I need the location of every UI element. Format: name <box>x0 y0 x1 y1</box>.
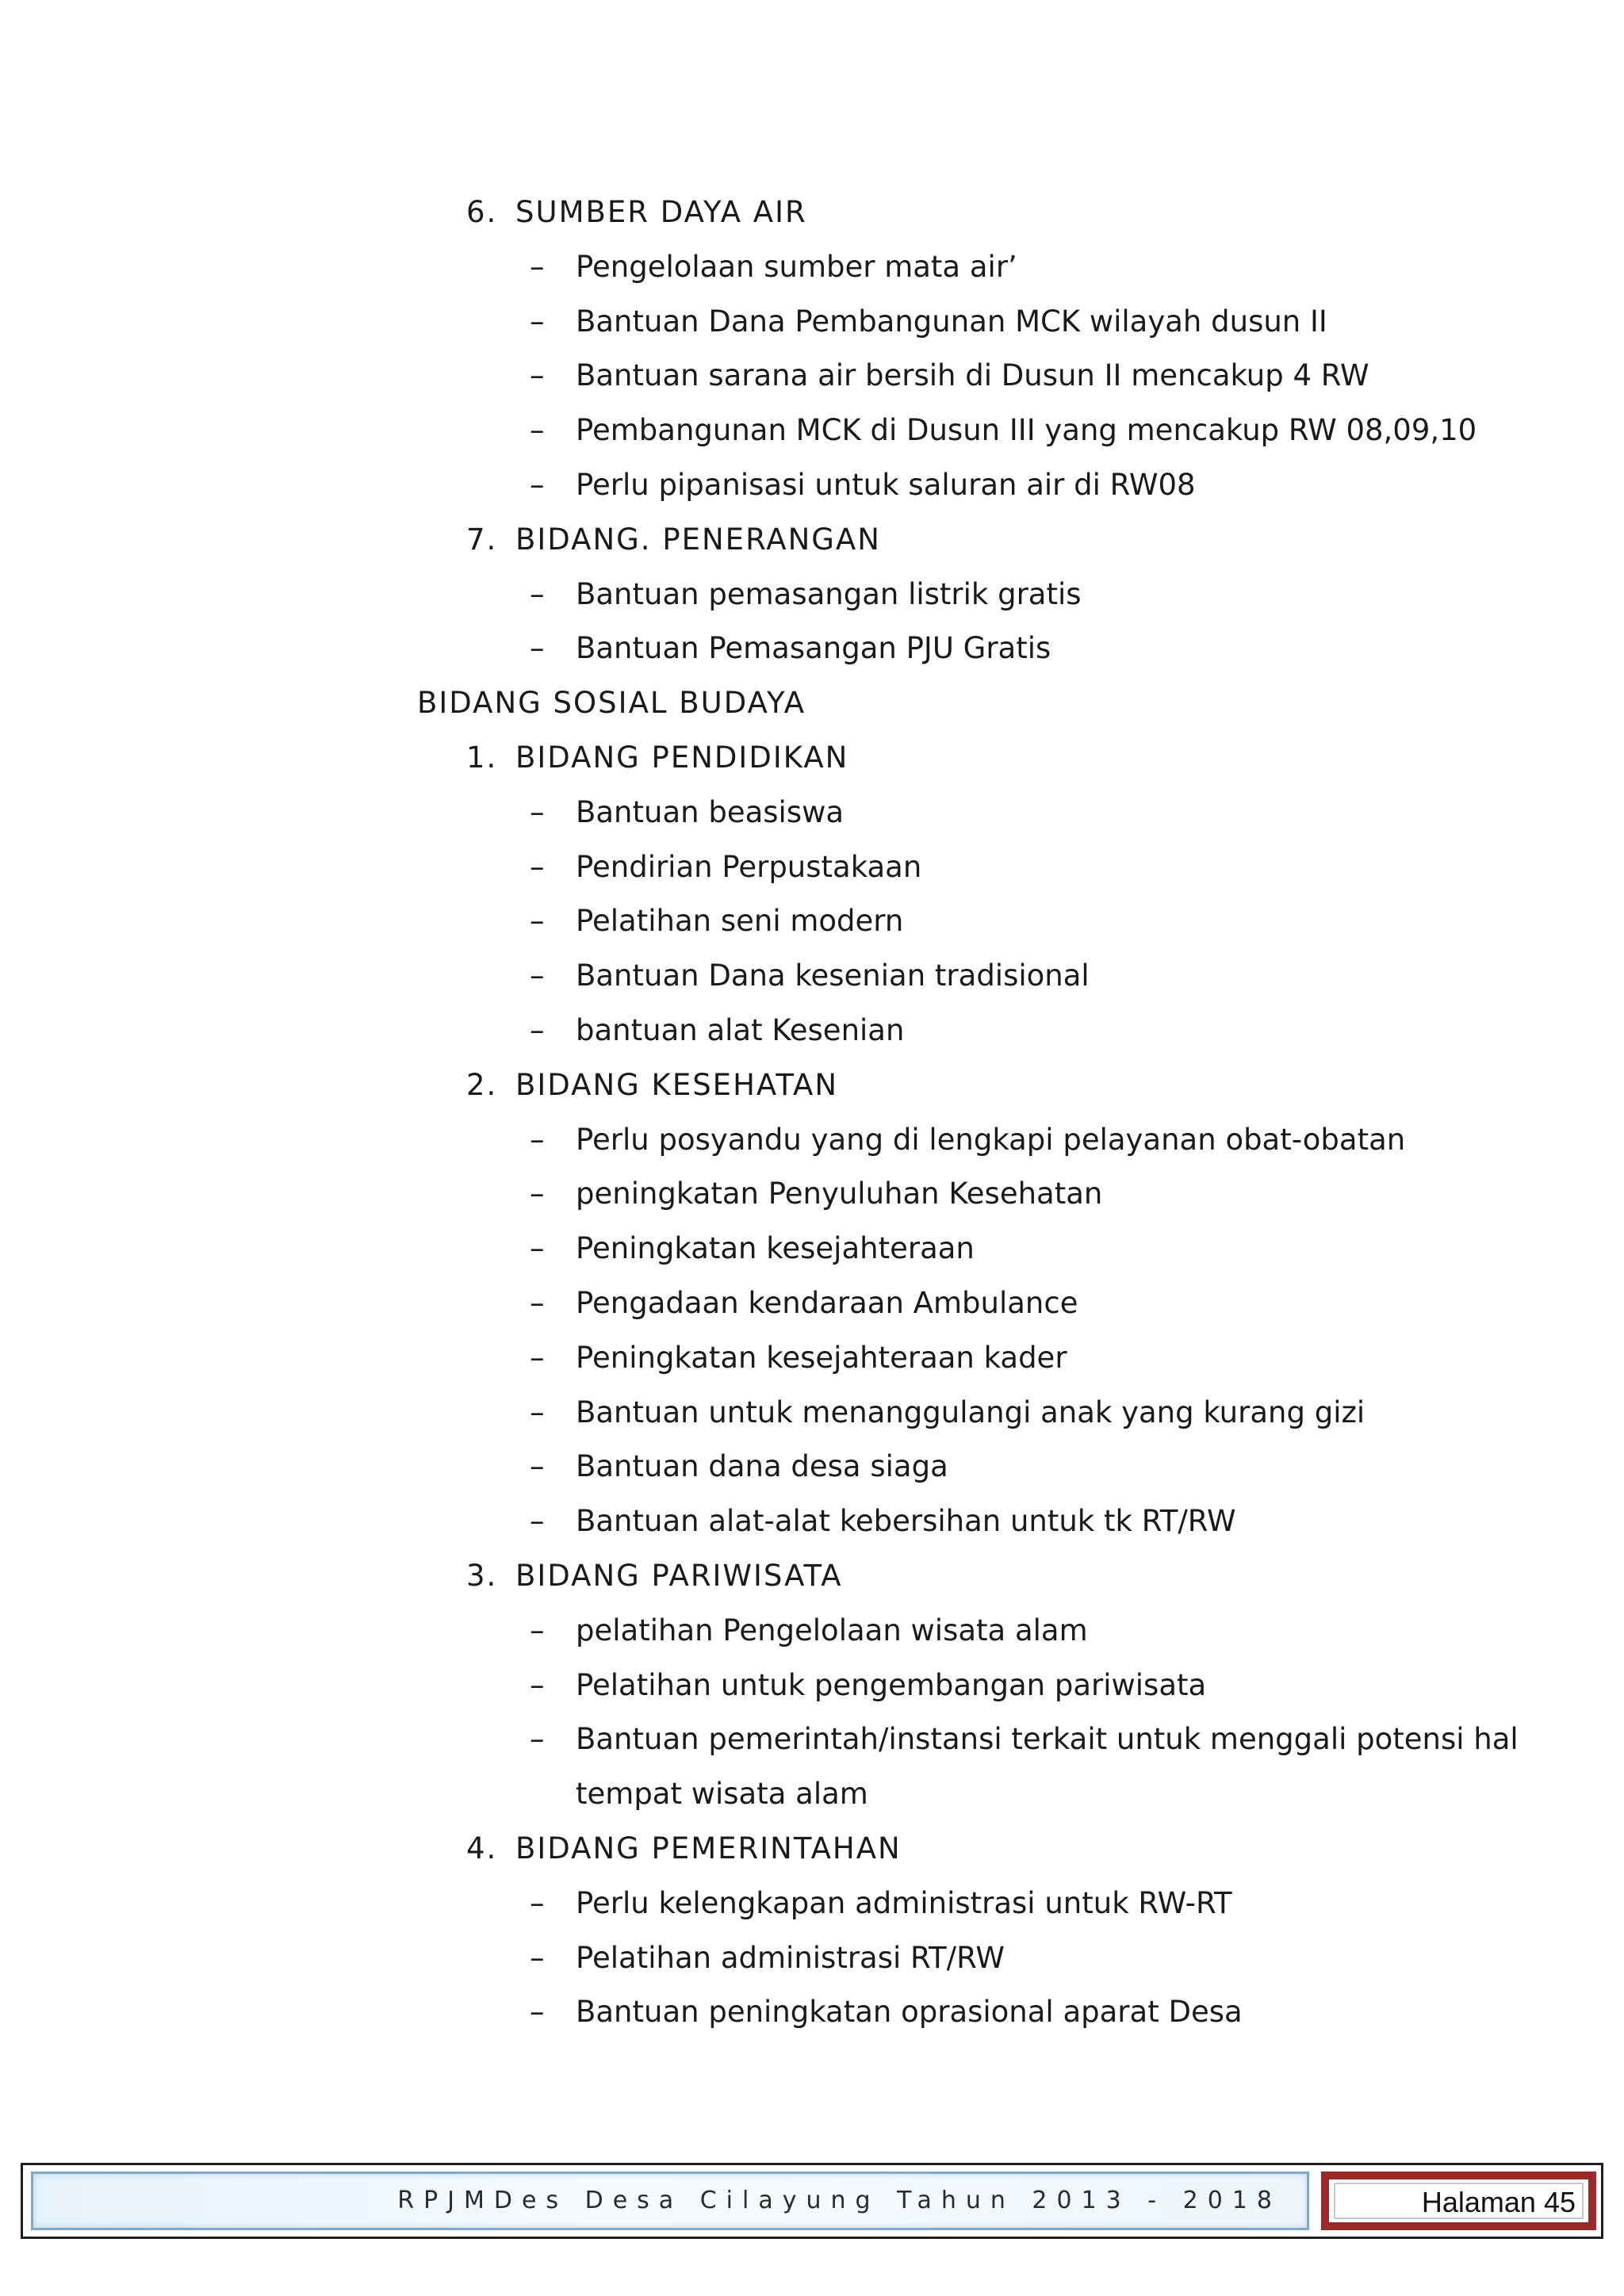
dash-bullet-icon: – <box>530 1941 545 1975</box>
dash-bullet-icon: – <box>530 468 545 502</box>
list-item-text: Pelatihan untuk pengembangan pariwisata <box>576 1668 1207 1702</box>
dash-bullet-icon: – <box>530 795 545 829</box>
list-item-text: tempat wisata alam <box>576 1777 868 1811</box>
list-item-text: Bantuan alat-alat kebersihan untuk tk RT/RW <box>576 1504 1236 1538</box>
group-heading: BIDANG SOSIAL BUDAYA <box>417 686 806 720</box>
dash-bullet-icon: – <box>530 413 545 447</box>
dash-bullet-icon: – <box>530 1231 545 1265</box>
dash-bullet-icon: – <box>530 304 545 339</box>
list-item-text: Bantuan Pemasangan PJU Gratis <box>576 631 1051 665</box>
dash-bullet-icon: – <box>530 959 545 993</box>
list-item-text: Pembangunan MCK di Dusun III yang mencakup RW 08,09,10 <box>576 413 1477 447</box>
footer-title-bar <box>31 2172 1309 2230</box>
section-number: 4. <box>466 1831 498 1866</box>
dash-bullet-icon: – <box>530 1395 545 1429</box>
page-number: Halaman 45 <box>1421 2186 1576 2218</box>
dash-bullet-icon: – <box>530 631 545 665</box>
list-item-text: peningkatan Penyuluhan Kesehatan <box>576 1177 1103 1211</box>
list-item-text: Pelatihan seni modern <box>576 904 904 938</box>
section-title: BIDANG PEMERINTAHAN <box>515 1831 902 1866</box>
dash-bullet-icon: – <box>530 250 545 284</box>
list-item-text: Bantuan Dana Pembangunan MCK wilayah dusun II <box>576 304 1327 339</box>
list-item-text: pelatihan Pengelolaan wisata alam <box>576 1613 1088 1647</box>
dash-bullet-icon: – <box>530 1504 545 1538</box>
list-item-text: Pengadaan kendaraan Ambulance <box>576 1286 1078 1320</box>
list-item-text: Peningkatan kesejahteraan <box>576 1231 975 1265</box>
list-item-text: Perlu pipanisasi untuk saluran air di RW08 <box>576 468 1196 502</box>
section-number: 3. <box>466 1559 498 1593</box>
section-title: BIDANG. PENERANGAN <box>515 522 881 557</box>
list-item-text: Pengelolaan sumber mata air’ <box>576 250 1017 284</box>
footer-title: RPJMDes Desa Cilayung Tahun 2013 - 2018 <box>397 2187 1281 2214</box>
list-item-text: Pelatihan administrasi RT/RW <box>576 1941 1005 1975</box>
list-item-text: Bantuan pemerintah/instansi terkait untuk menggali potensi hal <box>576 1722 1519 1756</box>
list-item-text: Bantuan pemasangan listrik gratis <box>576 577 1082 611</box>
section-title: BIDANG KESEHATAN <box>515 1068 839 1102</box>
dash-bullet-icon: – <box>530 1886 545 1920</box>
section-title: BIDANG PARIWISATA <box>515 1559 843 1593</box>
dash-bullet-icon: – <box>530 358 545 392</box>
dash-bullet-icon: – <box>530 1449 545 1483</box>
page-number-inner-frame <box>1334 2183 1584 2219</box>
section-number: 1. <box>466 740 498 775</box>
section-title: BIDANG PENDIDIKAN <box>515 740 849 775</box>
list-item-text: Bantuan peningkatan oprasional aparat Desa <box>576 1995 1243 2029</box>
list-item-text: Perlu posyandu yang di lengkapi pelayanan obat-obatan <box>576 1123 1406 1157</box>
list-item-text: Bantuan sarana air bersih di Dusun II mencakup 4 RW <box>576 358 1369 392</box>
list-item-text: Bantuan dana desa siaga <box>576 1449 948 1483</box>
list-item-text: Perlu kelengkapan administrasi untuk RW-RT <box>576 1886 1232 1920</box>
dash-bullet-icon: – <box>530 850 545 884</box>
dash-bullet-icon: – <box>530 1722 545 1756</box>
list-item-text: bantuan alat Kesenian <box>576 1013 905 1047</box>
dash-bullet-icon: – <box>530 1995 545 2029</box>
dash-bullet-icon: – <box>530 1668 545 1702</box>
dash-bullet-icon: – <box>530 1341 545 1375</box>
list-item-text: Pendirian Perpustakaan <box>576 850 922 884</box>
page-footer <box>21 2163 1603 2239</box>
dash-bullet-icon: – <box>530 1613 545 1647</box>
section-number: 6. <box>466 195 498 229</box>
section-number: 7. <box>466 522 498 557</box>
list-item-text: Bantuan Dana kesenian tradisional <box>576 959 1090 993</box>
dash-bullet-icon: – <box>530 1013 545 1047</box>
dash-bullet-icon: – <box>530 904 545 938</box>
dash-bullet-icon: – <box>530 1123 545 1157</box>
dash-bullet-icon: – <box>530 1286 545 1320</box>
list-item-text: Bantuan beasiswa <box>576 795 845 829</box>
dash-bullet-icon: – <box>530 577 545 611</box>
list-item-text: Bantuan untuk menanggulangi anak yang kurang gizi <box>576 1395 1365 1429</box>
page-number-box <box>1321 2172 1596 2230</box>
section-number: 2. <box>466 1068 498 1102</box>
dash-bullet-icon: – <box>530 1177 545 1211</box>
list-item-text: Peningkatan kesejahteraan kader <box>576 1341 1067 1375</box>
section-title: SUMBER DAYA AIR <box>515 195 807 229</box>
